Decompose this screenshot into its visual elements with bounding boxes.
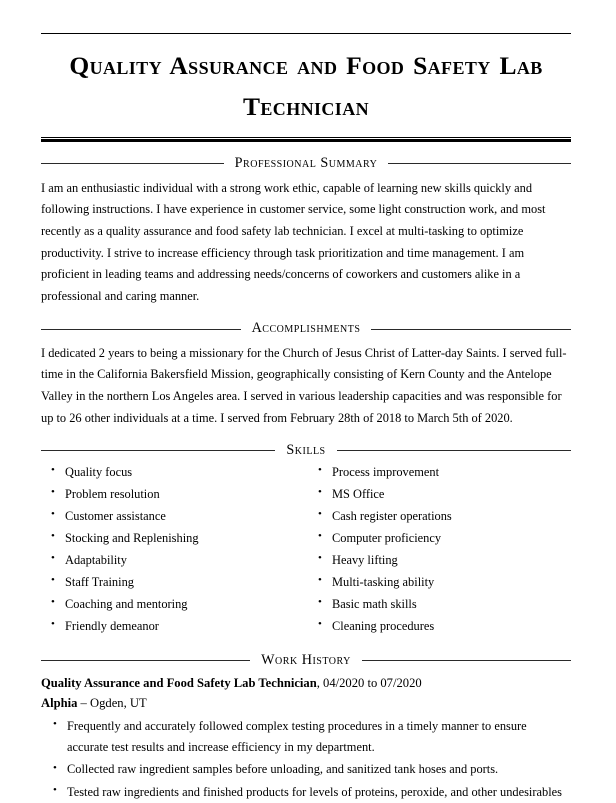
list-item: • Staff Training <box>41 573 306 592</box>
section-title-skills: Skills <box>286 442 326 459</box>
skills-column-left <box>41 463 306 639</box>
accomplishments-text: I dedicated 2 years to being a missionary for the Church of Jesus Christ of Latter-day Saints. I served full-time in the California Bakersfield Mission, geographically consisting of Kern County and the Antelope Valley in the northern Los Angeles area. I served in various leadership capacities and was responsible for up to 26 other individuals at a time. I served from February 28th of 2018 to March 5th of 2020. <box>41 345 567 425</box>
section-rule-left <box>41 329 241 330</box>
list-item: • Cleaning procedures <box>306 617 571 636</box>
section-title-accomplishments: Accomplishments <box>251 320 361 337</box>
job-responsibilities-list <box>41 716 571 803</box>
section-rule-left <box>41 660 250 661</box>
list-item: • Customer assistance <box>41 507 306 526</box>
job-title-line <box>41 674 571 693</box>
header-bottom-double-rule <box>41 137 571 143</box>
list-item: • Friendly demeanor <box>41 617 306 636</box>
section-title-work-history: Work History <box>261 651 351 668</box>
section-skills <box>41 443 571 639</box>
section-header-professional-summary <box>41 156 571 172</box>
list-item: • Process improvement <box>306 463 571 482</box>
section-rule-right <box>337 450 571 451</box>
section-title-professional-summary: Professional Summary <box>234 155 378 172</box>
list-item: • Basic math skills <box>306 595 571 614</box>
work-history-entry <box>41 674 571 803</box>
skills-list-left <box>41 463 306 636</box>
section-accomplishments <box>41 321 571 429</box>
list-item: • Stocking and Replenishing <box>41 529 306 548</box>
list-item: • MS Office <box>306 485 571 504</box>
list-item: • Computer proficiency <box>306 529 571 548</box>
list-item: • Coaching and mentoring <box>41 595 306 614</box>
job-dates: , 04/2020 to 07/2020 <box>316 676 422 691</box>
section-rule-right <box>371 329 571 330</box>
section-professional-summary <box>41 156 571 307</box>
list-item: • Problem resolution <box>41 485 306 504</box>
job-company-line <box>41 694 571 713</box>
list-item: • Cash register operations <box>306 507 571 526</box>
section-rule-right <box>362 660 571 661</box>
resume-page <box>0 33 616 799</box>
job-company: Alphia <box>41 695 78 710</box>
list-item: • Adaptability <box>41 551 306 570</box>
list-item: • Tested raw ingredients and finished products for levels of proteins, peroxide, and other undesirables <box>41 782 571 803</box>
list-item: • Heavy lifting <box>306 551 571 570</box>
list-item: • Frequently and accurately followed complex testing procedures in a timely manner to ensure accurate test results and increase efficiency in my department. <box>41 716 571 759</box>
section-work-history <box>41 653 571 803</box>
section-rule-right <box>388 163 571 164</box>
resume-header <box>41 33 571 142</box>
section-rule-left <box>41 450 275 451</box>
skills-list-right <box>306 463 571 636</box>
page-title: Quality Assurance and Food Safety Lab Technician <box>69 51 543 122</box>
skills-columns <box>41 463 571 639</box>
section-rule-left <box>41 163 224 164</box>
skills-column-right <box>306 463 571 639</box>
section-header-skills <box>41 443 571 459</box>
professional-summary-text: I am an enthusiastic individual with a strong work ethic, capable of learning new skills quickly and following instructions. I have experience in customer service, some light construction work, and most recently as a quality assurance and food safety lab technician. I excel at multi-tasking to optimize productivity. I strive to increase efficiency through task prioritization and time management. I am proficient in leading teams and addressing needs/concerns of coworkers and customers alike in a professional and caring manner. <box>41 180 546 303</box>
job-location: – Ogden, UT <box>77 695 147 710</box>
list-item: • Collected raw ingredient samples before unloading, and sanitized tank hoses and ports. <box>41 759 571 780</box>
section-header-work-history <box>41 653 571 669</box>
job-title: Quality Assurance and Food Safety Lab Technician <box>41 676 317 691</box>
list-item: • Multi-tasking ability <box>306 573 571 592</box>
list-item: • Quality focus <box>41 463 306 482</box>
section-header-accomplishments <box>41 321 571 337</box>
